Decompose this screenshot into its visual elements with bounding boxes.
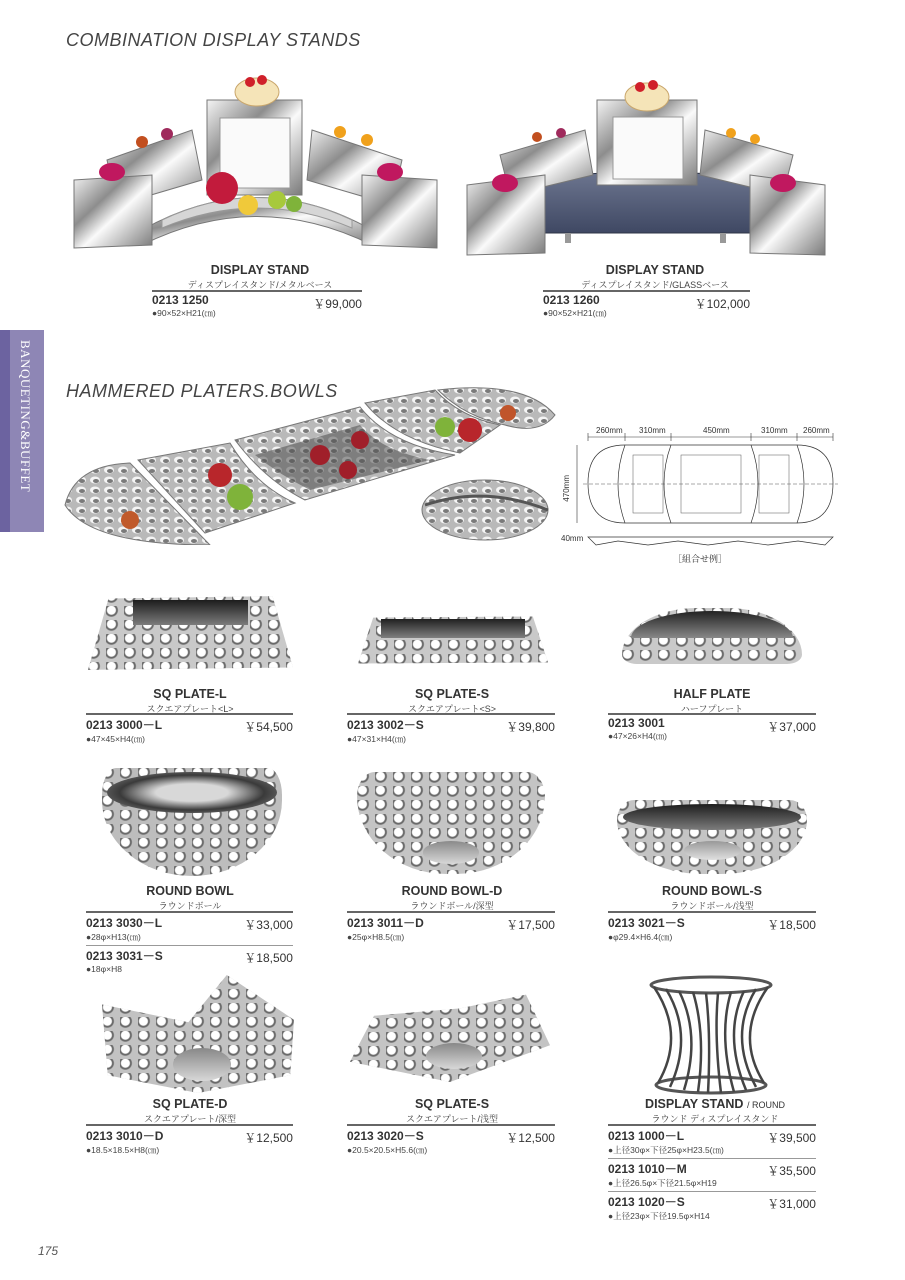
section-title-hammered: HAMMERED PLATERS.BOWLS [66, 381, 338, 401]
spec-row [152, 290, 362, 319]
product-code: 0213 3021－S [608, 916, 685, 930]
product-price: ￥39,500 [767, 1131, 816, 1145]
spec-row [86, 713, 293, 745]
product-code: 0213 1000－L [608, 1129, 685, 1143]
half-plate-spec [608, 713, 816, 742]
product-price: ￥35,500 [767, 1164, 816, 1178]
sq-plate-l-caption [110, 687, 270, 715]
product-name-jp: スクエアプレート<S> [408, 704, 496, 714]
product-code: 0213 3030－L [86, 916, 163, 930]
spec-row [86, 945, 293, 974]
sq-plate-s2-image [350, 990, 550, 1082]
product-name: SQ PLATE-S [414, 687, 490, 701]
page-number: 175 [38, 1244, 59, 1258]
product-dims: ●18.5×18.5×H8(㎝) [86, 1145, 160, 1155]
round-bowl-s-caption [632, 884, 792, 912]
display-stand-round-caption [620, 1097, 810, 1125]
product-name: DISPLAY STAND [210, 263, 310, 277]
sq-plate-d-spec [86, 1124, 293, 1156]
side-tab-label: BANQUETING&BUFFET [18, 340, 33, 493]
sq-plate-d-image [102, 975, 294, 1093]
hammered-platters-image [60, 385, 560, 545]
display-stand-metal-spec [152, 290, 362, 319]
product-code: 0213 1260 [543, 293, 600, 307]
product-dims: ●47×45×H4(㎝) [86, 734, 145, 744]
product-dims: ●上径26.5φ×下径21.5φ×H19 [608, 1178, 717, 1188]
spec-row [608, 713, 816, 742]
product-code: 0213 1010－M [608, 1162, 687, 1176]
product-name-jp: スクエアプレート<L> [146, 704, 234, 714]
product-price: ￥12,500 [506, 1131, 555, 1145]
product-price: ￥33,000 [244, 918, 293, 932]
product-dims: ●47×31×H4(㎝) [347, 734, 406, 744]
spec-row [347, 713, 555, 745]
product-name-jp: ラウンドボール [158, 901, 222, 911]
spec-row [543, 290, 750, 319]
product-price: ￥102,000 [694, 297, 750, 311]
product-dims: ●φ29.4×H6.4(㎝) [608, 932, 673, 942]
diagram-width-4: 310mm [761, 426, 788, 435]
product-name: DISPLAY STAND [605, 263, 705, 277]
spec-row [86, 911, 293, 943]
diagram-depth: 40mm [561, 534, 584, 543]
product-dims: ●上径30φ×下径25φ×H23.5(㎝) [608, 1145, 724, 1155]
product-dims: ●20.5×20.5×H5.6(㎝) [347, 1145, 428, 1155]
diagram-width-1: 260mm [596, 426, 623, 435]
spec-row [86, 1124, 293, 1156]
round-bowl-d-caption [372, 884, 532, 912]
product-code: 0213 3000－L [86, 718, 163, 732]
product-dims: ●47×26×H4(㎝) [608, 731, 667, 741]
sq-plate-l-image [88, 592, 293, 674]
diagram-caption: ［組合せ例］ [673, 554, 728, 564]
product-name-jp: ラウンド ディスプレイスタンド [651, 1114, 779, 1124]
diagram-width-3: 450mm [703, 426, 730, 435]
product-price: ￥17,500 [506, 918, 555, 932]
sq-plate-s-image [358, 612, 548, 668]
product-code: 0213 3011－D [347, 916, 424, 930]
spec-row [608, 911, 816, 943]
product-code: 0213 3020－S [347, 1129, 424, 1143]
display-stand-metal-image [72, 70, 442, 260]
product-dims: ●28φ×H13(㎝) [86, 932, 141, 942]
product-price: ￥54,500 [244, 720, 293, 734]
round-bowl-d-spec [347, 911, 555, 943]
display-stand-glass-spec [543, 290, 750, 319]
display-stand-round-spec [608, 1124, 816, 1222]
product-name: SQ PLATE-L [153, 687, 227, 701]
sq-plate-s-caption [372, 687, 532, 715]
product-name-jp: ディスプレイスタンド/メタルベース [187, 280, 333, 290]
product-code: 0213 3010－D [86, 1129, 164, 1143]
round-bowl-image [102, 768, 282, 876]
product-name: HALF PLATE [673, 687, 751, 701]
product-price: ￥99,000 [313, 297, 362, 311]
side-tab [0, 330, 44, 532]
half-plate-caption [632, 687, 792, 715]
combination-diagram [563, 425, 843, 565]
product-code: 0213 1020－S [608, 1195, 685, 1209]
half-plate-image [622, 608, 802, 664]
product-name: SQ PLATE-D [152, 1097, 228, 1111]
spec-row [608, 1158, 816, 1189]
product-name-jp: ラウンドボール/深型 [410, 901, 494, 911]
display-stand-round-image [646, 975, 776, 1095]
product-price: ￥18,500 [244, 951, 293, 965]
spec-row [608, 1191, 816, 1222]
product-name: ROUND BOWL [146, 884, 234, 898]
product-price: ￥31,000 [767, 1197, 816, 1211]
round-bowl-caption [110, 884, 270, 912]
sq-plate-d-caption [110, 1097, 270, 1125]
product-price: ￥18,500 [767, 918, 816, 932]
display-stand-metal-caption [160, 263, 360, 291]
product-name-jp: スクエアプレート/深型 [144, 1114, 236, 1124]
sq-plate-s-spec [347, 713, 555, 745]
diagram-width-5: 260mm [803, 426, 830, 435]
sq-plate-s2-caption [372, 1097, 532, 1125]
product-name-jp: ラウンドボール/浅型 [670, 901, 754, 911]
display-stand-glass-caption [555, 263, 755, 291]
product-code: 0213 3001 [608, 716, 665, 730]
diagram-width-2: 310mm [639, 426, 666, 435]
product-price: ￥12,500 [244, 1131, 293, 1145]
product-name-jp: スクエアプレート/浅型 [406, 1114, 498, 1124]
sq-plate-s2-spec [347, 1124, 555, 1156]
product-dims: ●90×52×H21(㎝) [152, 308, 216, 318]
product-name: ROUND BOWL-S [662, 884, 762, 898]
product-code: 0213 3031－S [86, 949, 163, 963]
product-dims: ●90×52×H21(㎝) [543, 308, 607, 318]
round-bowl-s-image [617, 800, 807, 874]
product-price: ￥37,000 [767, 720, 816, 734]
product-name: ROUND BOWL-D [401, 884, 503, 898]
product-name-jp: ハーフプレート [680, 704, 744, 714]
product-dims: ●18φ×H8 [86, 964, 122, 974]
product-code: 0213 3002－S [347, 718, 424, 732]
spec-row [608, 1124, 816, 1156]
round-bowl-s-spec [608, 911, 816, 943]
product-name [620, 1097, 810, 1111]
sq-plate-l-spec [86, 713, 293, 745]
product-code: 0213 1250 [152, 293, 209, 307]
product-name-suffix: / ROUND [746, 1100, 785, 1110]
product-name-main: DISPLAY STAND [645, 1097, 744, 1111]
diagram-height: 470mm [562, 475, 571, 502]
product-dims: ●上径23φ×下径19.5φ×H14 [608, 1211, 710, 1221]
section-title-combination: COMBINATION DISPLAY STANDS [66, 30, 361, 50]
spec-row [347, 1124, 555, 1156]
round-bowl-spec [86, 911, 293, 974]
product-dims: ●25φ×H8.5(㎝) [347, 932, 405, 942]
spec-row [347, 911, 555, 943]
product-name: SQ PLATE-S [414, 1097, 490, 1111]
product-name-jp: ディスプレイスタンド/GLASSベース [581, 280, 729, 290]
display-stand-glass-image [465, 75, 830, 260]
product-price: ￥39,800 [506, 720, 555, 734]
round-bowl-d-image [357, 772, 545, 874]
